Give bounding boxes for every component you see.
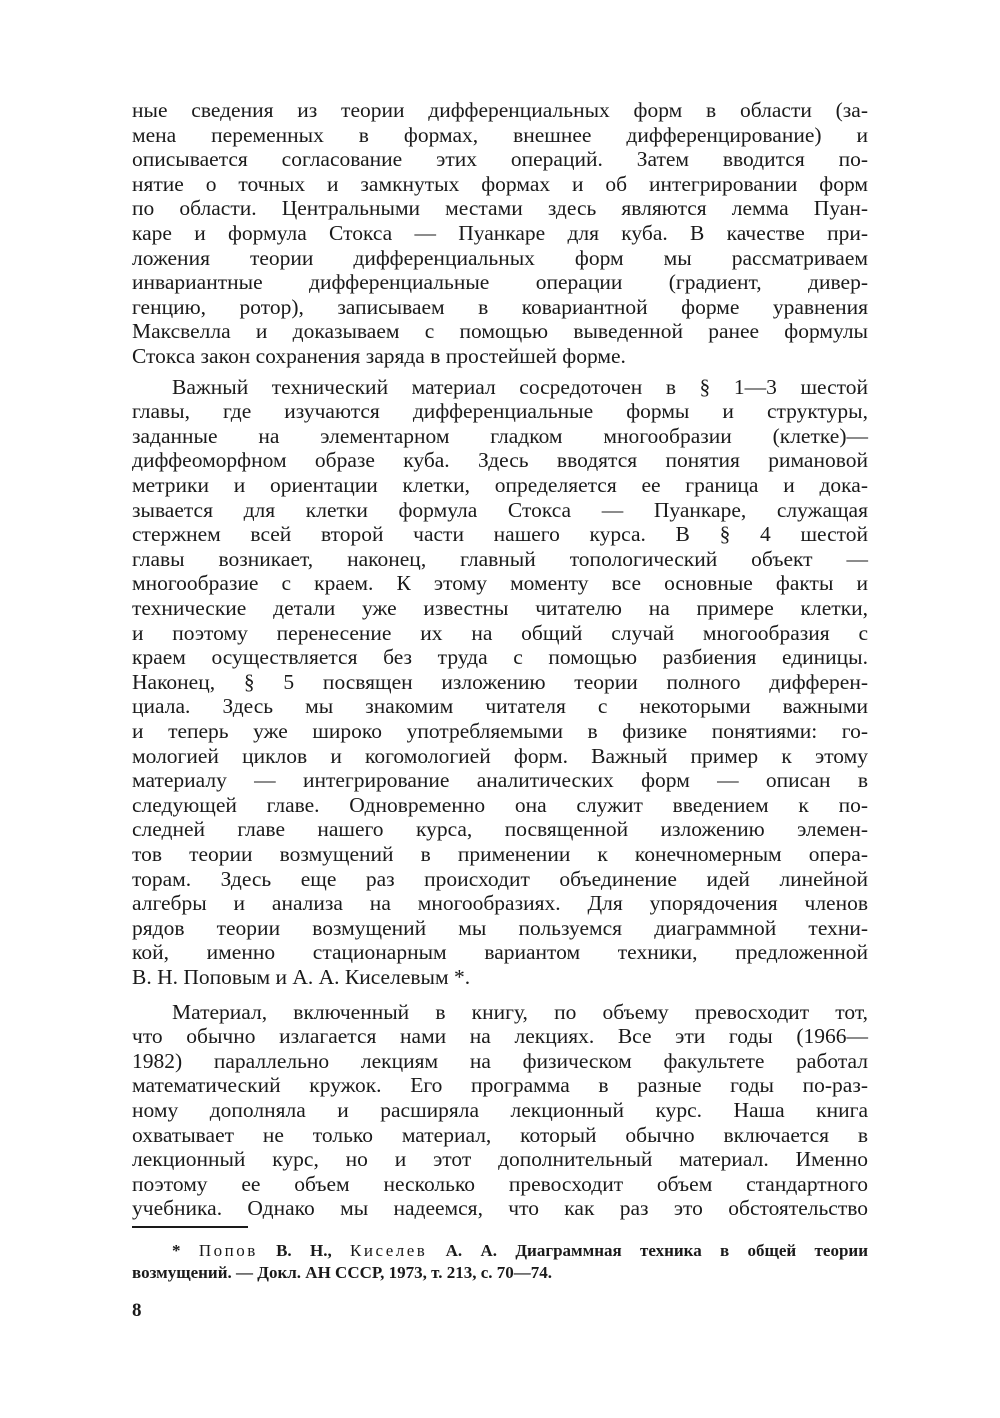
text-line: 1982) параллельно лекциям на физическом факультете работал	[132, 1048, 868, 1073]
text-line: метрики и ориентации клетки, определяется ее граница и дока-	[132, 473, 868, 497]
text-line: и теперь уже широко употребляемыми в физике понятиями: го-	[132, 719, 868, 743]
footnote-author-1: Попов	[198, 1241, 258, 1260]
text-line: технические детали уже известны читателю на примере клетки,	[132, 596, 868, 620]
footnote-author-1-initials: В. Н.,	[257, 1241, 351, 1260]
text-line: что обычно излагается нами на лекциях. Все эти годы (1966—	[132, 1024, 868, 1049]
text-line: Материал, включенный в книгу, по объему превосходит тот,	[172, 999, 868, 1024]
text-line: главы возникает, наконец, главный топологический объект —	[132, 546, 868, 571]
text-line: заданные на элементарном гладком многообразии (клетке)—	[132, 423, 868, 448]
text-line: описывается согласование этих операций. Затем вводится по-	[132, 147, 868, 172]
text-line: каре и формула Стокса — Пуанкаре для куба. В качестве при-	[132, 221, 868, 245]
text-line: ные сведения из теории дифференциальных форм в области (за-	[132, 98, 868, 122]
text-line: следней главе нашего курса, посвященной изложению элемен-	[132, 817, 868, 842]
text-line: генцию, ротор), записываем в ковариантной форме уравнения	[132, 294, 868, 319]
text-line: ложения теории дифференциальных форм мы рассматриваем	[132, 245, 868, 270]
text-line: зывается для клетки формула Стокса — Пуанкаре, служащая	[132, 497, 868, 522]
text-line: кой, именно стационарным вариантом техники, предложенной	[132, 940, 868, 965]
footnote-citation-title: А. А. Диаграммная техника в общей теории	[427, 1241, 868, 1260]
text-line: следующей главе. Одновременно она служит введением к по-	[132, 792, 868, 817]
text-line: мена переменных в формах, внешнее дифференцирование) и	[132, 122, 868, 147]
text-line: рядов теории возмущений мы пользуемся диаграммной техни-	[132, 915, 868, 940]
text-line: нятие о точных и замкнутых формах и об интегрировании форм	[132, 171, 868, 196]
text-line: циала. Здесь мы знакомим читателя с некоторыми важными	[132, 694, 868, 719]
text-line: тов теории возмущений в применении к конечномерным опера-	[132, 842, 868, 866]
footnote-line-2: возмущений. — Докл. АН СССР, 1973, т. 213, с. 70—74.	[132, 1263, 553, 1282]
text-line: лекционный курс, но и этот дополнительный материал. Именно	[132, 1147, 868, 1172]
text-line: математический кружок. Его программа в разные годы по-раз-	[132, 1073, 868, 1098]
text-line: и поэтому перенесение их на общий случай многообразия с	[132, 620, 868, 645]
text-line: алгебры и анализа на многообразиях. Для упорядочения членов	[132, 891, 868, 916]
text-line: многообразие с краем. К этому моменту все основные факты и	[132, 571, 868, 596]
text-line: торам. Здесь еще раз происходит объединение идей линейной	[132, 866, 868, 891]
text-line: мологией циклов и когомологией форм. Важный пример к этому	[132, 743, 868, 768]
text-line: главы, где изучаются дифференциальные формы и структуры,	[132, 399, 868, 424]
text-line: краем осуществляется без труда с помощью разбиения единицы.	[132, 645, 868, 670]
text-line: ному дополняла и расширяла лекционный курс. Наша книга	[132, 1098, 868, 1122]
footnote-separator	[132, 1226, 248, 1228]
text-line: Важный технический материал сосредоточен в § 1—3 шестой	[172, 374, 868, 399]
page-number: 8	[132, 1300, 142, 1321]
footnote-line-1	[172, 1240, 868, 1262]
text-line: Наконец, § 5 посвящен изложению теории полного дифферен-	[132, 669, 868, 694]
text-line: стержнем всей второй части нашего курса. В § 4 шестой	[132, 522, 868, 547]
text-line: по области. Центральными местами здесь являются лемма Пуан-	[132, 196, 868, 221]
text-line: Стокса закон сохранения заряда в простейшей форме.	[132, 344, 626, 368]
footnote-author-2: Киселев	[350, 1241, 428, 1260]
text-line: поэтому ее объем несколько превосходит объем стандартного	[132, 1171, 868, 1196]
text-line: материалу — интегрирование аналитических форм — описан в	[132, 768, 868, 793]
text-line: диффеоморфном образе куба. Здесь вводятся понятия римановой	[132, 448, 868, 473]
text-line: инвариантные дифференциальные операции (градиент, дивер-	[132, 270, 868, 295]
text-line: Максвелла и доказываем с помощью выведенной ранее формулы	[132, 319, 868, 344]
text-line: охватывает не только материал, который обычно включается в	[132, 1122, 868, 1147]
text-line: В. Н. Поповым и А. А. Киселевым *.	[132, 965, 471, 989]
text-line: учебника. Однако мы надеемся, что как раз это обстоятельство	[132, 1196, 868, 1221]
footnote-marker: *	[172, 1241, 199, 1260]
